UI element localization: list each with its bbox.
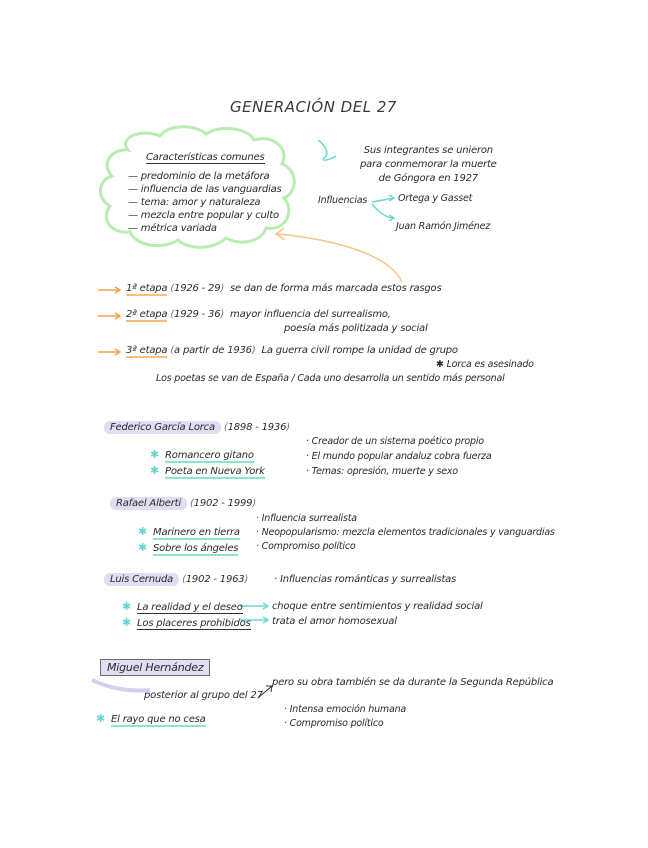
cernuda-arrow-notes xyxy=(272,599,483,629)
gongora-note-line: Sus integrantes se unieron xyxy=(363,145,493,156)
author-name: Miguel Hernández xyxy=(100,659,210,676)
purple-swoosh xyxy=(92,680,150,691)
note-item: · Influencia surrealista xyxy=(256,512,555,526)
hernandez-work: ✱ El rayo que no cesa xyxy=(96,712,206,725)
asterisk-icon: ✱ xyxy=(138,525,148,538)
cernuda-works xyxy=(122,599,251,631)
note-item: · Creador de un sistema poético propio xyxy=(306,434,491,449)
stage-dates: 1929 - 36 xyxy=(174,309,221,320)
stage-3-text2: Los poetas se van de España / Cada uno desarrolla un sentido más personal xyxy=(156,373,505,384)
work-item: ✱ Poeta en Nueva York xyxy=(150,464,265,477)
author-name: Federico García Lorca xyxy=(104,421,221,434)
work-item: ✱ Sobre los ángeles xyxy=(138,541,239,554)
cloud-item: — métrica variada xyxy=(128,222,282,235)
stage-text: mayor influencia del surrealismo, xyxy=(230,309,391,320)
asterisk-icon: ✱ xyxy=(150,448,160,461)
gongora-note-line: de Góngora en 1927 xyxy=(378,173,478,184)
alberti-works xyxy=(138,524,240,556)
orange-curve-arrow xyxy=(278,234,402,282)
asterisk-icon: ✱ xyxy=(96,712,106,725)
work-item: ✱ Romancero gitano xyxy=(150,448,254,461)
note-item: · Compromiso político xyxy=(256,540,555,554)
stage-dates: 1926 - 29 xyxy=(174,283,221,294)
cloud-item: — predominio de la metáfora xyxy=(128,170,282,183)
cloud-item: — influencia de las vanguardias xyxy=(128,183,282,196)
alberti-notes xyxy=(256,512,555,554)
teal-swirl xyxy=(318,140,336,160)
note-item: · Neopopularismo: mezcla elementos tradicionales y vanguardias xyxy=(256,526,555,540)
author-hernandez xyxy=(100,661,210,674)
author-dates: 1902 - 1963 xyxy=(185,574,245,585)
author-name: Luis Cernuda xyxy=(104,573,179,586)
cernuda-note: · Influencias románticas y surrealistas xyxy=(274,574,456,585)
asterisk-icon: ✱ xyxy=(122,616,132,629)
note-item: · El mundo popular andaluz cobra fuerza xyxy=(306,449,491,464)
stage-1: 1ª etapa (1926 - 29) se dan de forma más marcada estos rasgos xyxy=(126,283,442,294)
work-item: ✱ Los placeres prohibidos xyxy=(122,616,251,629)
page-title: GENERACIÓN DEL 27 xyxy=(230,98,397,116)
stage-3: 3ª etapa (a partir de 1936) La guerra civil rompe la unidad de grupo xyxy=(126,345,458,356)
note-item: · Intensa emoción humana xyxy=(284,703,406,717)
author-alberti: Rafael Alberti (1902 - 1999) xyxy=(110,498,256,509)
gongora-note xyxy=(360,144,497,186)
cloud-item: — tema: amor y naturaleza xyxy=(128,196,282,209)
author-dates: 1898 - 1936 xyxy=(227,422,287,433)
stage-dates: a partir de 1936 xyxy=(174,345,252,356)
lorca-notes xyxy=(306,434,491,479)
author-dates: 1902 - 1999 xyxy=(193,498,253,509)
note-item: · Compromiso político xyxy=(284,717,406,731)
influences-label: Influencias xyxy=(318,195,368,206)
stage-label: 2ª etapa xyxy=(126,309,168,320)
hernandez-arrow-text: pero su obra también se da durante la Segunda República xyxy=(272,677,554,688)
work-item: ✱ Marinero en tierra xyxy=(138,525,240,538)
note-item: · Temas: opresión, muerte y sexo xyxy=(306,464,491,479)
stage-2: 2ª etapa (1929 - 36) mayor influencia del surrealismo, xyxy=(126,309,391,320)
asterisk-icon: ✱ xyxy=(122,600,132,613)
lorca-note: ✱ Lorca es asesinado xyxy=(436,359,534,370)
stage-label: 1ª etapa xyxy=(126,283,168,294)
lorca-works xyxy=(150,447,265,479)
arrow-note: choque entre sentimientos y realidad social xyxy=(272,601,483,612)
hernandez-sub: posterior al grupo del 27 xyxy=(144,690,263,701)
work-item: ✱ La realidad y el deseo xyxy=(122,600,243,613)
author-name: Rafael Alberti xyxy=(110,497,187,510)
author-cernuda: Luis Cernuda (1902 - 1963) xyxy=(104,574,248,585)
gongora-note-line: para conmemorar la muerte xyxy=(360,159,497,170)
arrow-note: trata el amor homosexual xyxy=(272,616,397,627)
influence-jimenez: Juan Ramón Jiménez xyxy=(396,221,491,232)
asterisk-icon: ✱ xyxy=(436,359,447,370)
author-lorca: Federico García Lorca (1898 - 1936) xyxy=(104,422,290,433)
hernandez-notes xyxy=(284,703,406,731)
influence-ortega: Ortega y Gasset xyxy=(398,193,473,204)
stage-2-text2: poesía más politizada y social xyxy=(284,323,428,334)
asterisk-icon: ✱ xyxy=(150,464,160,477)
cloud-heading: Características comunes xyxy=(146,152,265,163)
stage-label: 3ª etapa xyxy=(126,345,168,356)
stage-text: se dan de forma más marcada estos rasgos xyxy=(230,283,442,294)
cloud-item: — mezcla entre popular y culto xyxy=(128,209,282,222)
asterisk-icon: ✱ xyxy=(138,541,148,554)
cloud-list xyxy=(128,170,282,235)
stage-text: La guerra civil rompe la unidad de grupo xyxy=(261,345,458,356)
